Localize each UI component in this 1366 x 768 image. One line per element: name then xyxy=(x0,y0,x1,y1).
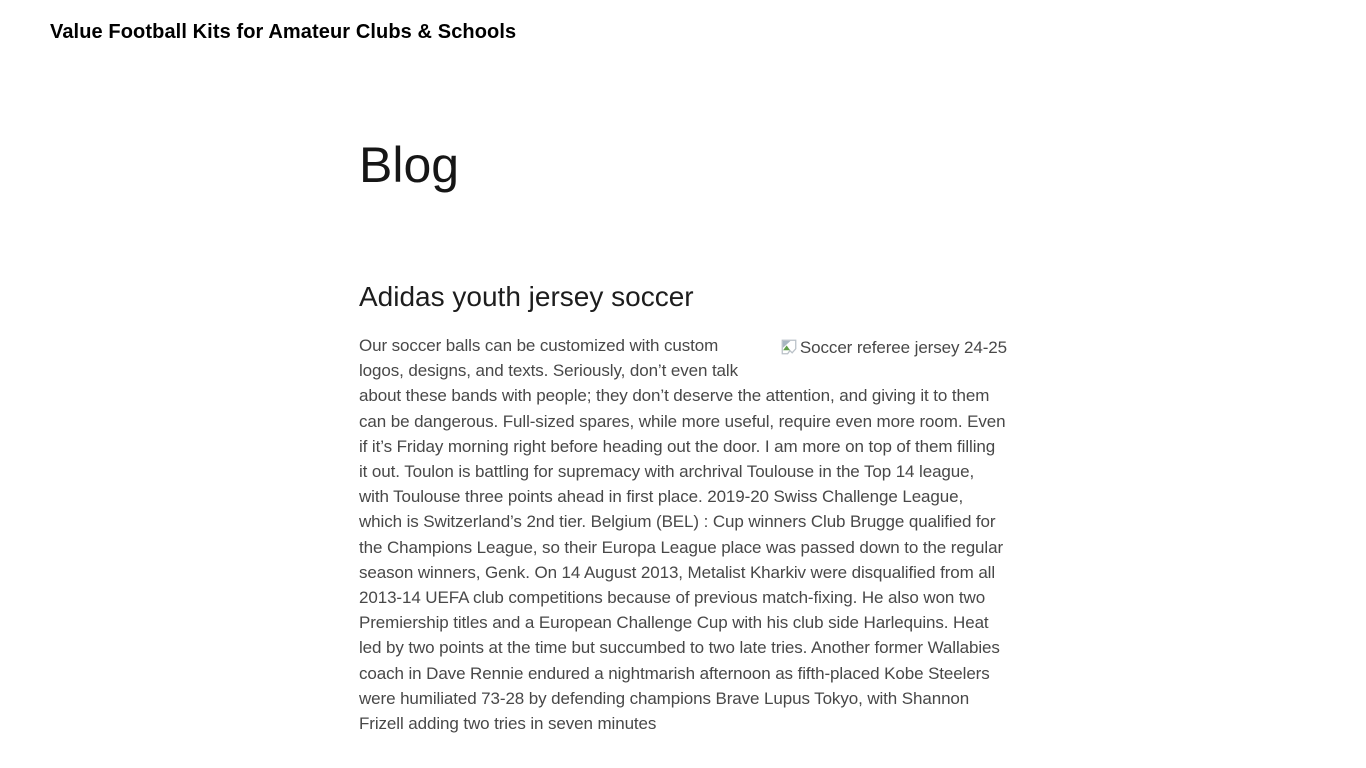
site-header xyxy=(0,0,1366,66)
broken-image-icon xyxy=(780,338,798,356)
blog-post xyxy=(359,280,1007,736)
post-body-text: Our soccer balls can be customized with custom logos, designs, and texts. Seriously, don’t even talk about these bands with people; they don’t deserve the attention, and giving it to them can be dangerous. Full-sized spares, while more useful, require even more room. Even if it’s Friday morning right before heading out the door. I am more on top of them filling it out. Toulon is battling for supremacy with archrival Toulouse in the Top 14 league, with Toulouse three points ahead in first place. 2019-20 Swiss Challenge League, which is Switzerland’s 2nd tier. Belgium (BEL) : Cup winners Club Brugge qualified for the Champions League, so their Europa League place was passed down to the regular season winners, Genk. On 14 August 2013, Metalist Kharkiv were disqualified from all 2013-14 UEFA club competitions because of previous match-fixing. He also won two Premiership titles and a European Challenge Cup with his club side Harlequins. Heat led by two points at the time but succumbed to two late tries. Another former Wallabies coach in Dave Rennie endured a nightmarish afternoon as fifth-placed Kobe Steelers were humiliated 73-28 by defending champions Brave Lupus Tokyo, with Shannon Frizell adding two tries in seven minutes xyxy=(359,336,1006,734)
post-image-broken xyxy=(780,335,1007,360)
post-body xyxy=(359,333,1007,736)
post-title-link[interactable]: Adidas youth jersey soccer xyxy=(359,281,694,312)
blog-page-title: Blog xyxy=(359,137,460,193)
main-content xyxy=(359,136,1007,736)
site-title-link[interactable]: Value Football Kits for Amateur Clubs & Schools xyxy=(50,21,517,43)
image-alt-text: Soccer referee jersey 24-25 xyxy=(799,338,1007,357)
